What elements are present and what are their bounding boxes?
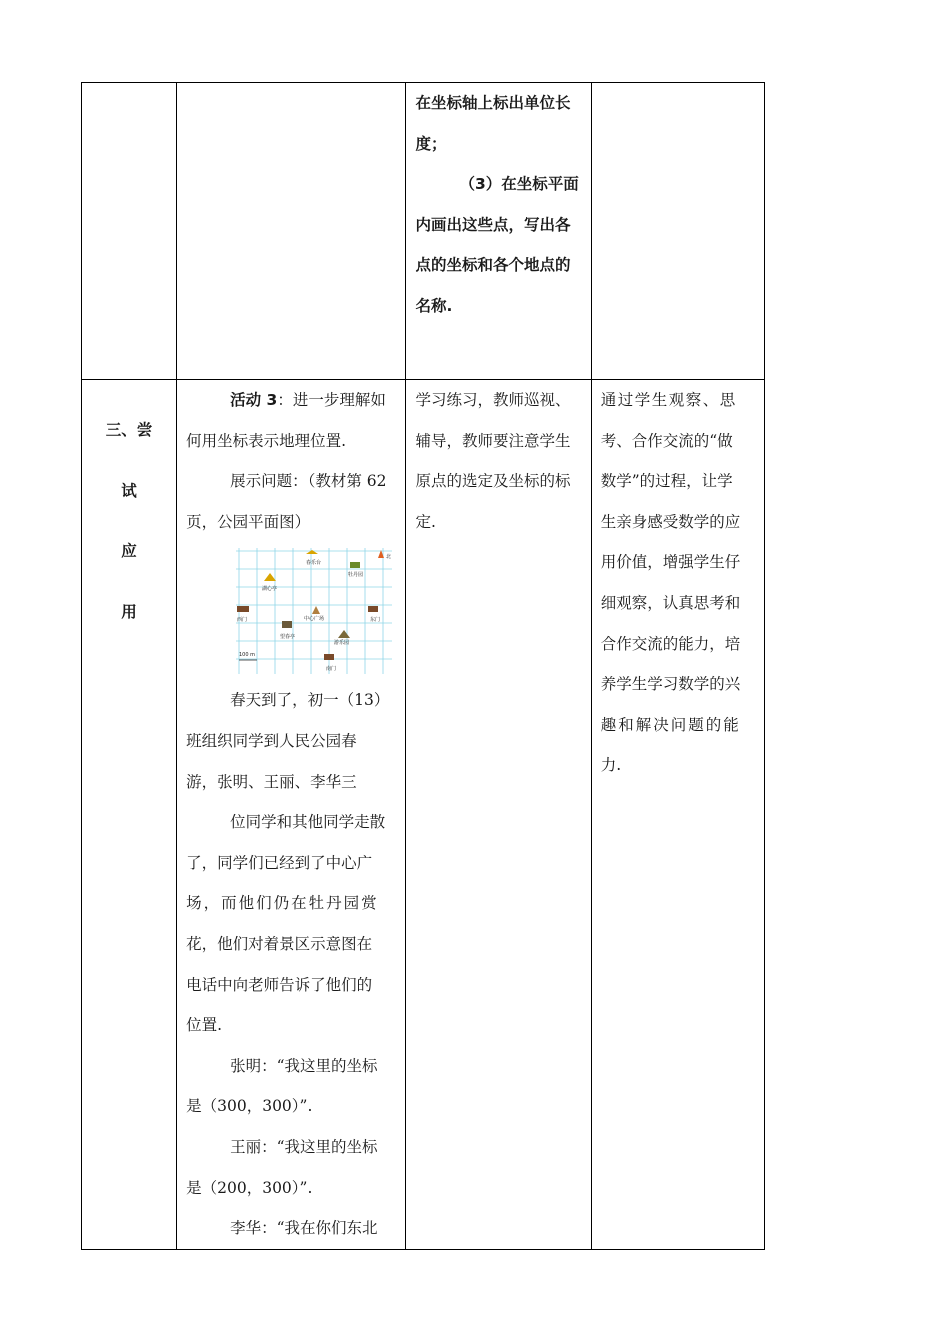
lesson-table xyxy=(81,82,765,1250)
text-line: 数学”的过程，让学 xyxy=(600,472,733,491)
text-line: 位置. xyxy=(186,1016,223,1035)
text-line: 点的坐标和各个地点的 xyxy=(415,256,571,275)
text-line: 原点的选定及坐标的标 xyxy=(415,472,571,491)
text-line: 游，张明、王丽、李华三 xyxy=(186,772,357,791)
text-line: 王丽：“我这里的坐标 xyxy=(230,1137,378,1156)
table-row xyxy=(82,380,765,1250)
pavilion-icon xyxy=(282,621,292,628)
stage-label: 用 xyxy=(121,602,137,621)
garden-icon xyxy=(350,562,360,568)
map-label: 100 m xyxy=(239,652,256,659)
activity-title: 活动 3 xyxy=(230,391,278,409)
activity-cell xyxy=(177,380,406,1250)
map-label: 湖心亭 xyxy=(262,586,278,593)
text-line: 趣和解决问题的能 xyxy=(600,715,741,734)
text-line: 张明：“我这里的坐标 xyxy=(230,1056,378,1075)
text-line: 合作交流的能力，培 xyxy=(600,634,741,653)
activity-rest: ：进一步理解如 xyxy=(277,391,386,409)
map-label: 春乐台 xyxy=(306,560,322,567)
text-line: 展示问题：（教材第 62 xyxy=(230,472,387,491)
map-label: 南门 xyxy=(326,666,337,673)
text-line: 场，而他们仍在牡丹园赏 xyxy=(186,894,379,913)
text-line: 页，公园平面图） xyxy=(186,512,311,531)
text-line: 电话中向老师告诉了他们的 xyxy=(186,975,373,994)
text-line: 学习练习，教师巡视、 xyxy=(415,391,571,409)
map-label: 东门 xyxy=(370,617,381,624)
text-line: （3）在坐标平面 xyxy=(459,175,579,194)
text-line: 何用坐标表示地理位置. xyxy=(186,431,347,450)
text-line: 李华：“我在你们东北 xyxy=(230,1219,378,1238)
text-line: 是（300，300）”. xyxy=(186,1097,313,1116)
table-row xyxy=(82,83,765,380)
stage-cell xyxy=(82,380,177,1250)
stage-label: 试 xyxy=(121,481,137,500)
map-label: 西门 xyxy=(237,617,248,624)
park-map-figure xyxy=(234,546,394,676)
gate-icon xyxy=(237,606,249,612)
map-label: 中心广场 xyxy=(304,616,325,623)
text-line: 细观察，认真思考和 xyxy=(600,593,741,612)
plaza-icon xyxy=(312,606,320,614)
text-line: 是（200，300）”. xyxy=(186,1178,313,1197)
method-cell xyxy=(406,83,591,380)
text-line: 用价值，增强学生仔 xyxy=(600,553,741,572)
gate-icon xyxy=(368,606,378,612)
stage-label: 应 xyxy=(121,542,137,561)
text-line: 定. xyxy=(415,512,436,531)
purpose-cell xyxy=(591,380,764,1250)
text-line: 名称. xyxy=(415,296,453,315)
text-line: 力. xyxy=(600,756,622,775)
text-line: 养学生学习数学的兴 xyxy=(600,675,741,694)
pavilion-icon xyxy=(264,573,276,581)
purpose-cell-empty xyxy=(591,83,764,380)
park-map xyxy=(234,546,394,676)
text-line: 春天到了，初一（13） xyxy=(230,691,390,710)
text-line: 度； xyxy=(415,134,447,153)
text-line: 花，他们对着景区示意图在 xyxy=(186,934,373,953)
map-label: 游乐园 xyxy=(334,640,350,647)
text-line: 位同学和其他同学走散 xyxy=(230,813,386,832)
playground-icon xyxy=(338,630,350,638)
text-line: 了，同学们已经到了中心广 xyxy=(186,853,373,872)
method-cell xyxy=(406,380,591,1250)
text-line: 班组织同学到人民公园春 xyxy=(186,731,357,750)
map-label: 望春亭 xyxy=(280,634,296,641)
stage-label: 三、尝 xyxy=(105,421,153,439)
stage-cell-empty xyxy=(82,83,177,380)
text-line: 在坐标轴上标出单位长 xyxy=(415,94,571,112)
map-label: 北 xyxy=(386,554,392,561)
gate-icon xyxy=(324,654,334,660)
pavilion-icon xyxy=(306,550,318,554)
map-label: 牡丹园 xyxy=(348,572,364,579)
activity-heading xyxy=(186,380,397,421)
text-line: 辅导，教师要注意学生 xyxy=(415,431,571,450)
activity-cell-empty xyxy=(177,83,406,380)
text-line: 通过学生观察、思 xyxy=(600,391,737,409)
text-line: 生亲身感受数学的应 xyxy=(600,512,741,531)
text-line: 内画出这些点，写出各 xyxy=(415,215,571,234)
text-line: 考、合作交流的“做 xyxy=(600,431,733,450)
